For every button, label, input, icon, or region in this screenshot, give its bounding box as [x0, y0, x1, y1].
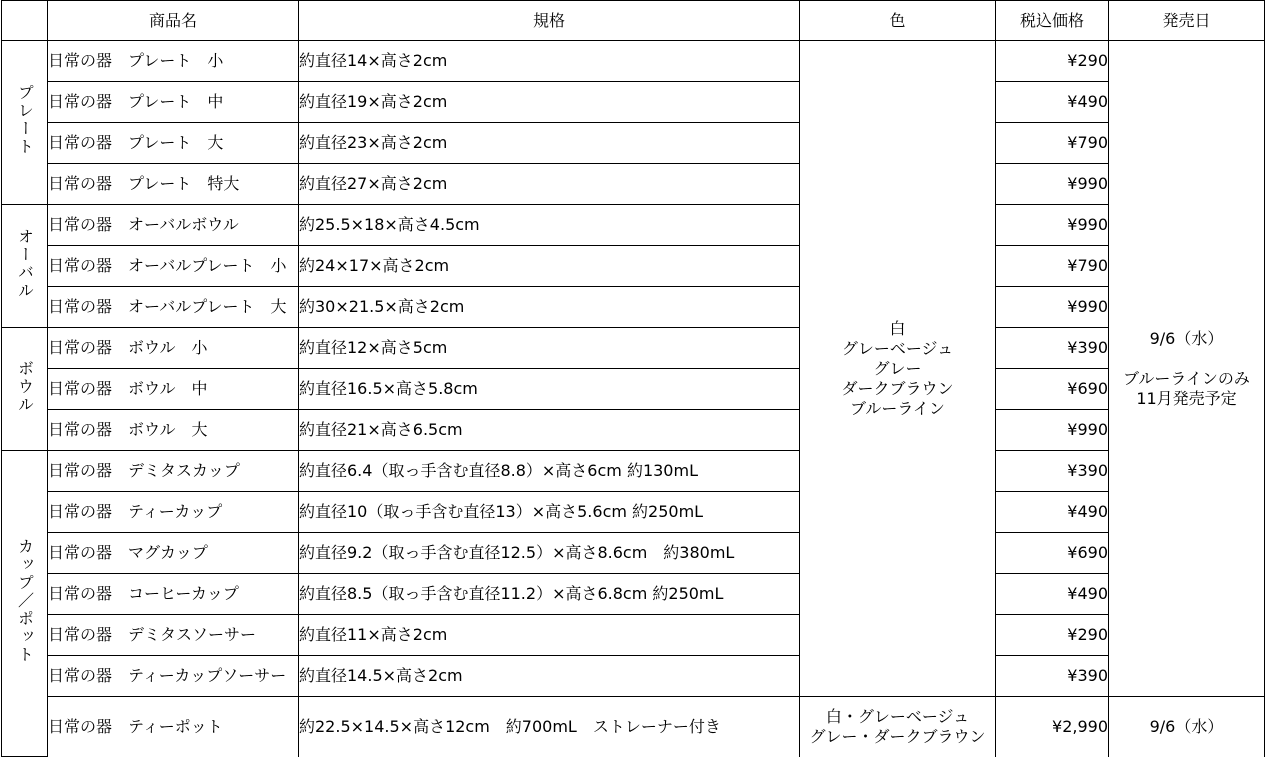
color-dark-brown: ダークブラウン [841, 378, 954, 398]
pot-release-date: 9/6（水） [1109, 697, 1265, 757]
item-spec: 約直径10（取っ手含む直径13）×高さ5.6cm 約250mL [299, 492, 800, 533]
table-row [2, 123, 1265, 164]
item-price: ¥790 [996, 246, 1109, 287]
item-price: ¥490 [996, 492, 1109, 533]
table-row [2, 205, 1265, 246]
item-name: 日常の器 デミタスソーサー [48, 615, 299, 656]
category-cell-oval [2, 205, 48, 328]
table-row [2, 41, 1265, 82]
item-spec: 約直径6.4（取っ手含む直径8.8）×高さ6cm 約130mL [299, 451, 800, 492]
item-name: 日常の器 ボウル 小 [48, 328, 299, 369]
item-name: 日常の器 コーヒーカップ [48, 574, 299, 615]
color-gray-beige: グレーベージュ [841, 338, 954, 358]
item-name: 日常の器 マグカップ [48, 533, 299, 574]
item-name: 日常の器 ティーカップ [48, 492, 299, 533]
table-row-teapot [2, 697, 1265, 757]
header-price: 税込価格 [996, 1, 1109, 41]
header-color: 色 [800, 1, 996, 41]
release-gap [1109, 349, 1264, 369]
item-spec: 約直径23×高さ2cm [299, 123, 800, 164]
item-spec: 約直径19×高さ2cm [299, 82, 800, 123]
header-name: 商品名 [48, 1, 299, 41]
item-spec: 約22.5×14.5×高さ12cm 約700mL ストレーナー付き [299, 697, 800, 757]
item-price: ¥290 [996, 615, 1109, 656]
item-spec: 約30×21.5×高さ2cm [299, 287, 800, 328]
item-name: 日常の器 ボウル 中 [48, 369, 299, 410]
color-white: 白 [889, 318, 906, 338]
item-price: ¥290 [996, 41, 1109, 82]
item-name: 日常の器 オーバルプレート 大 [48, 287, 299, 328]
table-row [2, 615, 1265, 656]
item-price: ¥990 [996, 287, 1109, 328]
color-gray: グレー [873, 358, 922, 378]
item-price: ¥690 [996, 369, 1109, 410]
category-cell-cup [2, 451, 48, 757]
item-name: 日常の器 デミタスカップ [48, 451, 299, 492]
table-row [2, 82, 1265, 123]
category-label-bowl: ボウル [15, 359, 35, 414]
item-name: 日常の器 ティーカップソーサー [48, 656, 299, 697]
item-price: ¥390 [996, 656, 1109, 697]
header-release: 発売日 [1109, 1, 1265, 41]
table-row [2, 574, 1265, 615]
release-note-2: 11月発売予定 [1136, 388, 1237, 408]
item-spec: 約直径14.5×高さ2cm [299, 656, 800, 697]
item-name: 日常の器 プレート 特大 [48, 164, 299, 205]
category-cell-bowl [2, 328, 48, 451]
table-row [2, 656, 1265, 697]
item-name: 日常の器 ボウル 大 [48, 410, 299, 451]
category-cell-plate [2, 41, 48, 205]
item-price: ¥990 [996, 410, 1109, 451]
item-name: 日常の器 オーバルボウル [48, 205, 299, 246]
item-spec: 約直径27×高さ2cm [299, 164, 800, 205]
table-row [2, 533, 1265, 574]
table-row [2, 492, 1265, 533]
table-row [2, 328, 1265, 369]
item-price: ¥990 [996, 205, 1109, 246]
item-spec: 約直径14×高さ2cm [299, 41, 800, 82]
pot-color-line-1: 白・グレーベージュ [825, 706, 970, 726]
category-label-oval: オーバル [15, 227, 35, 300]
item-name: 日常の器 プレート 小 [48, 41, 299, 82]
item-price: ¥790 [996, 123, 1109, 164]
item-spec: 約直径11×高さ2cm [299, 615, 800, 656]
item-name: 日常の器 プレート 大 [48, 123, 299, 164]
header-category [2, 1, 48, 41]
header-row [2, 1, 1265, 41]
item-spec: 約直径16.5×高さ5.8cm [299, 369, 800, 410]
product-table [1, 0, 1265, 757]
header-spec: 規格 [299, 1, 800, 41]
item-spec: 約直径8.5（取っ手含む直径11.2）×高さ6.8cm 約250mL [299, 574, 800, 615]
item-name: 日常の器 プレート 中 [48, 82, 299, 123]
item-price: ¥690 [996, 533, 1109, 574]
table-row [2, 410, 1265, 451]
table-row [2, 451, 1265, 492]
item-spec: 約直径21×高さ6.5cm [299, 410, 800, 451]
item-spec: 約25.5×18×高さ4.5cm [299, 205, 800, 246]
item-price: ¥2,990 [996, 697, 1109, 757]
item-price: ¥390 [996, 451, 1109, 492]
item-price: ¥990 [996, 164, 1109, 205]
item-spec: 約24×17×高さ2cm [299, 246, 800, 287]
item-price: ¥390 [996, 328, 1109, 369]
release-date: 9/6（水） [1149, 328, 1224, 348]
item-spec: 約直径9.2（取っ手含む直径12.5）×高さ8.6cm 約380mL [299, 533, 800, 574]
table-row [2, 287, 1265, 328]
category-label-cup: カップ／ポット [15, 538, 35, 664]
item-name: 日常の器 オーバルプレート 小 [48, 246, 299, 287]
category-label-plate: プレート [15, 84, 35, 156]
release-note-1: ブルーラインのみ [1123, 368, 1250, 388]
shared-release-cell [1109, 41, 1265, 697]
item-spec: 約直径12×高さ5cm [299, 328, 800, 369]
table-row [2, 246, 1265, 287]
table-row [2, 164, 1265, 205]
pot-color-line-2: グレー・ダークブラウン [809, 726, 986, 746]
item-price: ¥490 [996, 574, 1109, 615]
item-price: ¥490 [996, 82, 1109, 123]
shared-color-cell [800, 41, 996, 697]
item-name: 日常の器 ティーポット [48, 697, 299, 757]
color-blue-line: ブルーライン [850, 398, 945, 418]
table-row [2, 369, 1265, 410]
pot-color-cell [800, 697, 996, 757]
